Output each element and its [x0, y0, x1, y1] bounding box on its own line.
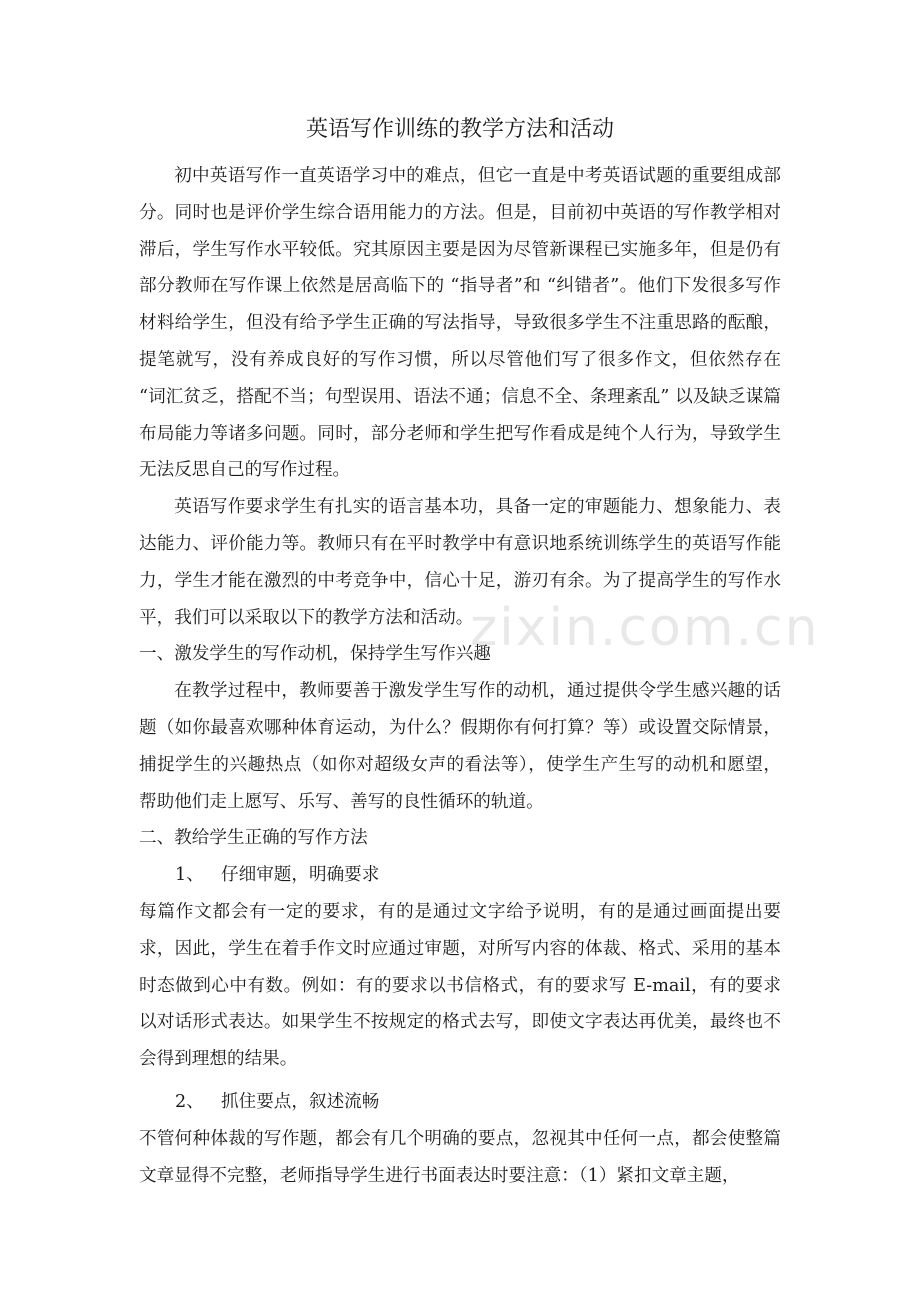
intro-paragraph-1: 初中英语写作一直英语学习中的难点，但它一直是中考英语试题的重要组成部分。同时也是评价学生综合语用能力的方法。但是，目前初中英语的写作教学相对滞后，学生写作水平较低。究其原因主要是因为尽管新课程已实施多年，但是仍有部分教师在写作课上依然是居高临下的 “指导者”和 “纠错者”。他们下发很多写作材料给学生，但没有给予学生正确的写法指导，导致很多学生不注重思路的酝酿，提笔就写，没有养成良好的写作习惯，所以尽管他们写了很多作文，但依然存在 “词汇贫乏，搭配不当；句型误用、语法不通；信息不全、条理紊乱” 以及缺乏谋篇布局能力等诸多问题。同时，部分老师和学生把写作看成是纯个人行为，导致学生无法反思自己的写作过程。 — [139, 166, 781, 481]
subsection-1-label: 仔细审题，明确要求 — [221, 865, 380, 886]
subsection-2-heading — [139, 1084, 781, 1121]
section-1-heading: 一、激发学生的写作动机，保持学生写作兴趣 — [139, 644, 491, 665]
intro-paragraph-2: 英语写作要求学生有扎实的语言基本功，具备一定的审题能力、想象能力、表达能力、评价能力等。教师只有在平时教学中有意识地系统训练学生的英语写作能力，学生才能在激烈的中考竞争中，信心十足，游刃有余。为了提高学生的写作水平，我们可以采取以下的教学方法和活动。 — [139, 497, 781, 628]
subsection-2-number: 2、 — [175, 1091, 204, 1112]
section-2-heading: 二、教给学生正确的写作方法 — [139, 828, 368, 849]
subsection-1-number: 1、 — [175, 865, 204, 886]
watermark-text: zixin.com.cn — [470, 598, 820, 658]
document-title: 英语写作训练的教学方法和活动 — [305, 117, 614, 142]
subsection-1-body: 每篇作文都会有一定的要求，有的是通过文字给予说明，有的是通过画面提出要求，因此，学生在着手作文时应通过审题，对所写内容的体裁、格式、采用的基本时态做到心中有数。例如：有的要求以书信格式，有的要求写 E-mail，有的要求以对话形式表达。如果学生不按规定的格式去写，即使文字表达再优美，最终也不会得到理想的结果。 — [139, 901, 781, 1070]
document-body — [139, 158, 781, 1194]
subsection-2-label: 抓住要点，叙述流畅 — [221, 1091, 380, 1112]
subsection-2-body: 不管何种体裁的写作题，都会有几个明确的要点，忽视其中任何一点，都会使整篇文章显得不完整，老师指导学生进行书面表达时要注意：（1）紧扣文章主题， — [139, 1128, 781, 1186]
subsection-1-heading — [139, 857, 781, 894]
section-1-body: 在教学过程中，教师要善于激发学生写作的动机，通过提供令学生感兴趣的话题（如你最喜欢哪种体育运动，为什么？假期你有何打算？等）或设置交际情景，捕捉学生的兴趣热点（如你对超级女声的看法等），使学生产生写的动机和愿望，帮助他们走上愿写、乐写、善写的良性循环的轨道。 — [139, 681, 781, 812]
